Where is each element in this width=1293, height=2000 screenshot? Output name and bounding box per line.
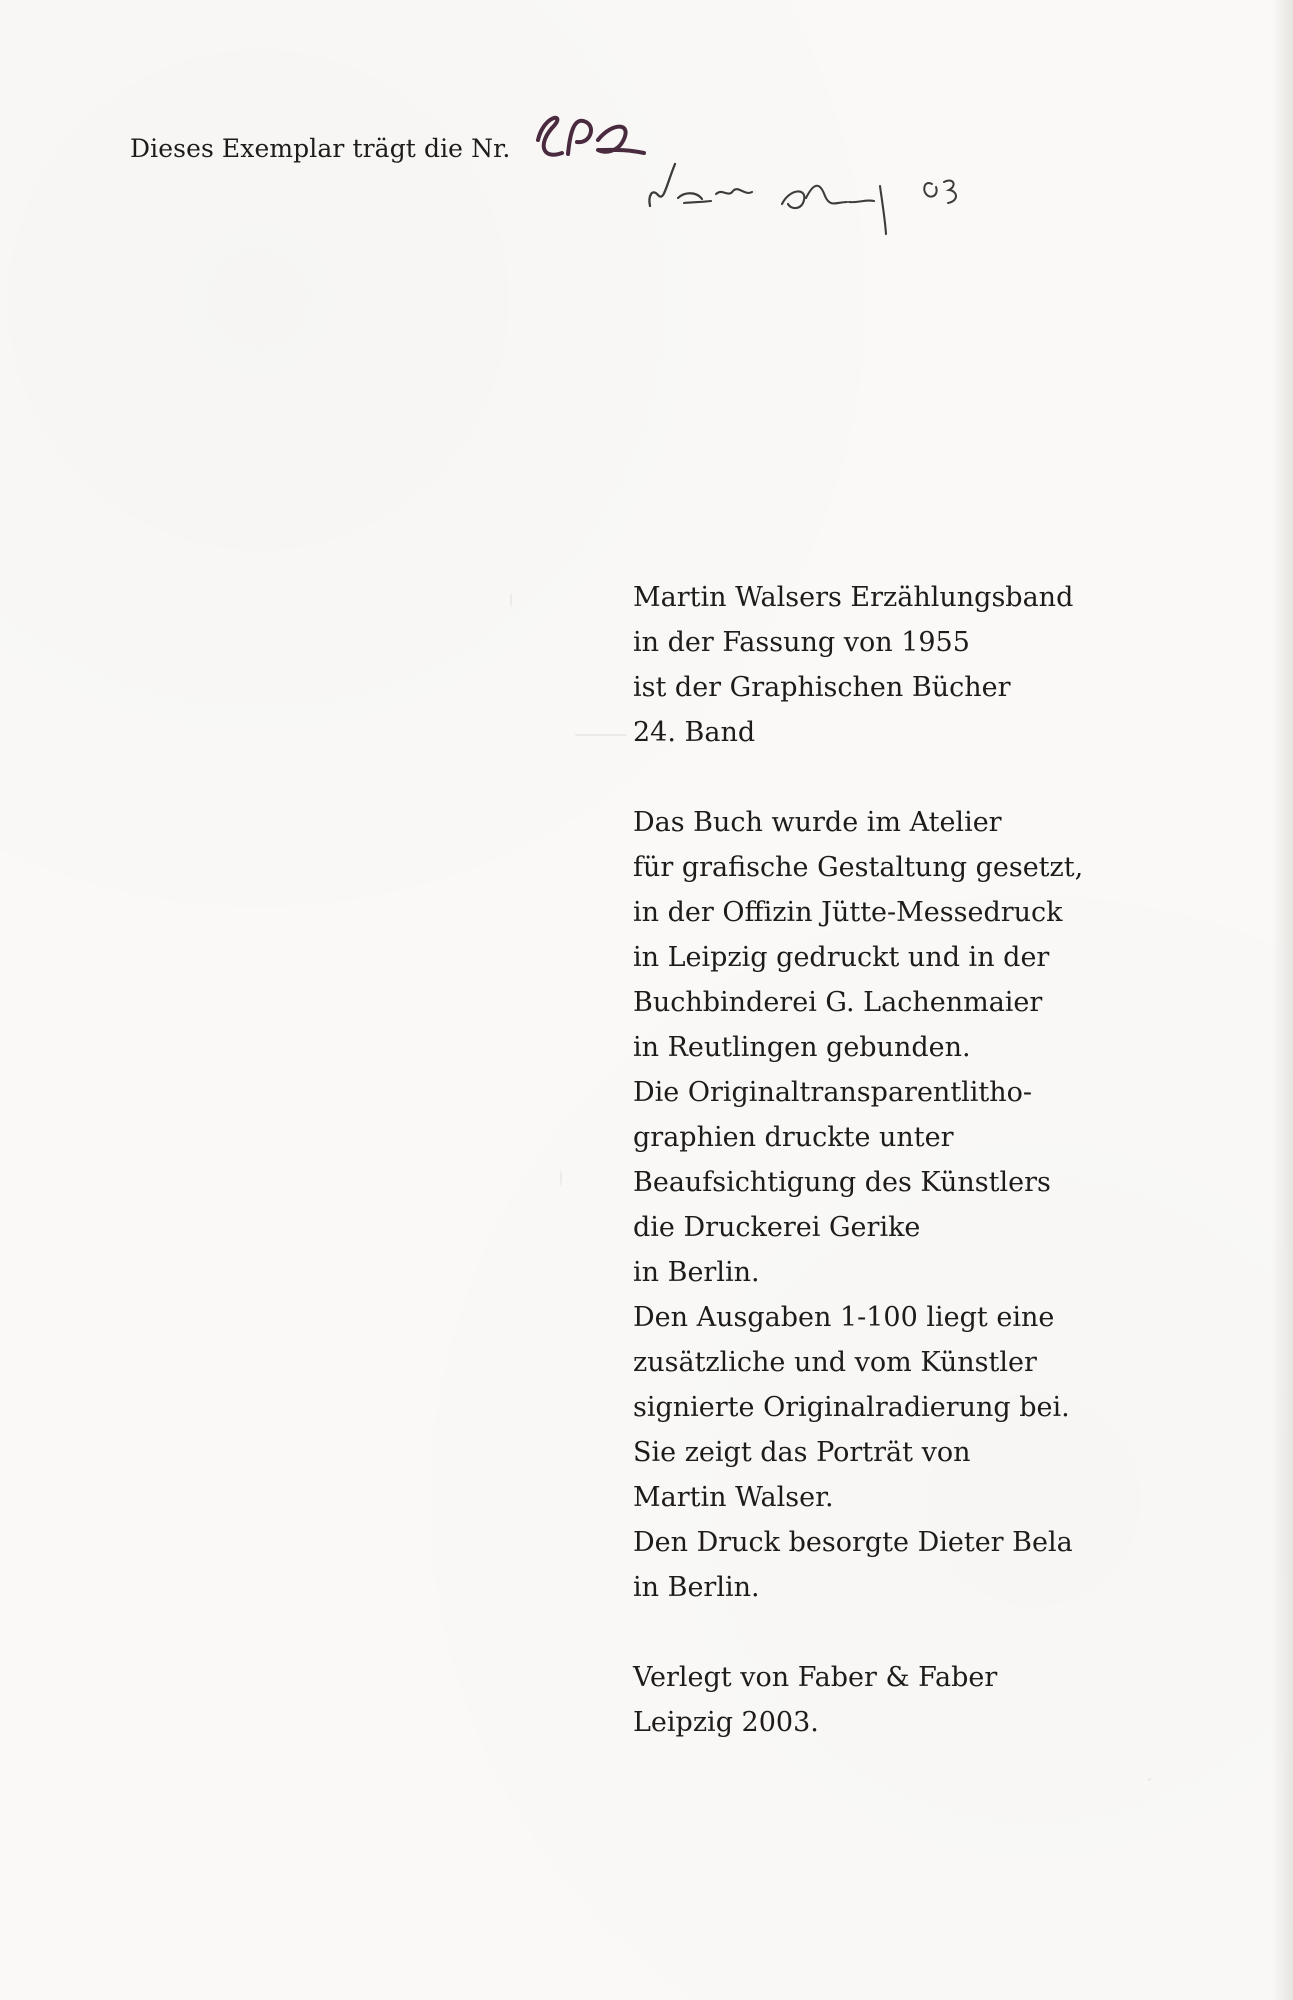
colophon-line: Den Druck besorgte Dieter Bela bbox=[633, 1527, 1073, 1558]
colophon-line: Verlegt von Faber & Faber bbox=[633, 1662, 998, 1693]
colophon-line: Buchbinderei G. Lachenmaier bbox=[633, 987, 1043, 1018]
colophon-line: graphien druckte unter bbox=[633, 1122, 954, 1153]
colophon-text bbox=[633, 575, 1103, 1745]
colophon-line: Die Originaltransparentlitho- bbox=[633, 1077, 1033, 1108]
colophon-line: in der Offizin Jütte-Messedruck bbox=[633, 897, 1063, 928]
colophon-line: in Berlin. bbox=[633, 1257, 760, 1288]
page-edge-shadow bbox=[1271, 0, 1293, 2000]
colophon-line: Leipzig 2003. bbox=[633, 1707, 819, 1738]
colophon-line: Martin Walsers Erzählungsband bbox=[633, 582, 1074, 613]
copy-number-label: Dieses Exemplar trägt die Nr. bbox=[130, 134, 511, 163]
colophon-line: die Druckerei Gerike bbox=[633, 1212, 921, 1243]
colophon-line: ist der Graphischen Bücher bbox=[633, 672, 1011, 703]
paragraph-spacer bbox=[633, 1610, 1103, 1655]
paper-speck bbox=[1148, 1778, 1151, 1781]
paper-speck bbox=[575, 734, 627, 736]
handwritten-copy-number bbox=[510, 98, 660, 178]
colophon-line: 24. Band bbox=[633, 717, 756, 748]
paper-speck bbox=[560, 1170, 562, 1186]
colophon-line: in Berlin. bbox=[633, 1572, 760, 1603]
colophon-line: für grafische Gestaltung gesetzt, bbox=[633, 852, 1084, 883]
colophon-line: zusätzliche und vom Künstler bbox=[633, 1347, 1037, 1378]
colophon-line: in der Fassung von 1955 bbox=[633, 627, 970, 658]
handwritten-signature bbox=[640, 146, 1010, 258]
colophon-line: Martin Walser. bbox=[633, 1482, 834, 1513]
paper-speck bbox=[510, 593, 512, 607]
colophon-line: Das Buch wurde im Atelier bbox=[633, 807, 1002, 838]
colophon-line: in Leipzig gedruckt und in der bbox=[633, 942, 1050, 973]
colophon-line: Sie zeigt das Porträt von bbox=[633, 1437, 971, 1468]
colophon-line: in Reutlingen gebunden. bbox=[633, 1032, 971, 1063]
paragraph-spacer bbox=[633, 755, 1103, 800]
colophon-line: Beaufsichtigung des Künstlers bbox=[633, 1167, 1051, 1198]
colophon-line: Den Ausgaben 1-100 liegt eine bbox=[633, 1302, 1055, 1333]
colophon-line: signierte Originalradierung bei. bbox=[633, 1392, 1070, 1423]
